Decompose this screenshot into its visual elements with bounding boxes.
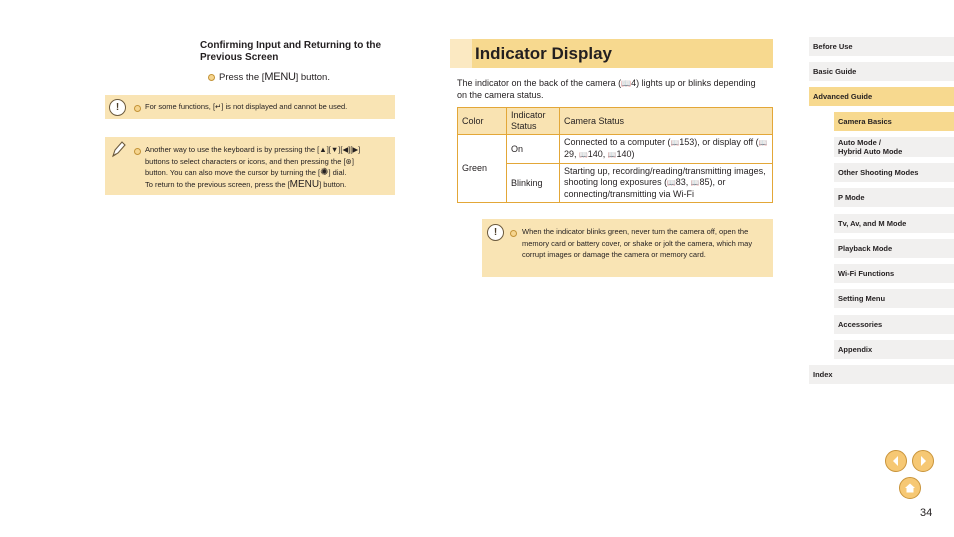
table-header: Indicator Status bbox=[507, 108, 560, 135]
sidebar-item-label: Playback Mode bbox=[838, 244, 893, 253]
sidebar-item-basic-guide[interactable] bbox=[809, 62, 954, 81]
menu-button-label: MENU bbox=[289, 178, 320, 190]
cell-text: 85), or connecting/transmitting via Wi-Fi bbox=[564, 177, 726, 199]
book-icon: 📖 bbox=[670, 140, 680, 147]
home-icon bbox=[904, 482, 916, 494]
table-cell-status: Blinking bbox=[507, 164, 560, 203]
sidebar-item-label: Tv, Av, and M Mode bbox=[838, 219, 907, 228]
exclamation-circle-icon: ! bbox=[109, 99, 126, 116]
sidebar-item-auto-mode[interactable] bbox=[834, 137, 954, 157]
sidebar-item-label: Hybrid Auto Mode bbox=[838, 147, 903, 156]
bullet-icon bbox=[134, 148, 141, 155]
book-icon: 📖 bbox=[621, 79, 632, 88]
sidebar-item-label: Camera Basics bbox=[838, 117, 892, 126]
book-icon: 📖 bbox=[690, 180, 700, 187]
sidebar-item-other-shooting-modes[interactable] bbox=[834, 163, 954, 182]
cell-text: 83, bbox=[675, 177, 691, 187]
sidebar-item-p-mode[interactable] bbox=[834, 188, 954, 207]
bullet-icon bbox=[208, 74, 215, 81]
intro-text-b: 4) lights up or blinks depending on the camera status. bbox=[457, 78, 756, 100]
warning-text: When the indicator blinks green, never turn the camera off, open the memory card or battery cover, or shake or jolt the camera, which may corrupt images or damage the camera or memory card. bbox=[522, 227, 753, 259]
left-arrow-icon bbox=[890, 455, 902, 467]
step-suffix: ] button. bbox=[295, 72, 330, 83]
sidebar-item-label: Accessories bbox=[838, 320, 883, 329]
sidebar-item-before-use[interactable] bbox=[809, 37, 954, 56]
sidebar-item-label: Setting Menu bbox=[838, 294, 886, 303]
menu-button-label: MENU bbox=[264, 71, 296, 83]
sidebar-item-wifi-functions[interactable] bbox=[834, 264, 954, 283]
cell-text: 140) bbox=[616, 149, 635, 159]
table-header-row bbox=[458, 108, 773, 135]
tip-text bbox=[145, 144, 395, 190]
caution-note bbox=[105, 95, 395, 119]
sidebar-item-camera-basics[interactable] bbox=[834, 112, 954, 131]
cell-text: Connected to a computer ( bbox=[564, 137, 671, 147]
pencil-icon bbox=[110, 140, 126, 160]
book-icon: 📖 bbox=[607, 152, 617, 159]
tip-line-2 bbox=[145, 156, 395, 168]
book-icon: 📖 bbox=[579, 152, 588, 159]
indicator-table bbox=[457, 107, 773, 203]
sidebar-item-accessories[interactable] bbox=[834, 315, 954, 334]
caution-text-b: ] is not displayed and cannot be used. bbox=[221, 102, 348, 111]
sidebar-item-label: P Mode bbox=[838, 193, 865, 202]
sidebar-item-label: Wi-Fi Functions bbox=[838, 269, 895, 278]
step-prefix: Press the [ bbox=[219, 72, 265, 83]
step-press-menu bbox=[208, 71, 330, 83]
sidebar-item-advanced-guide[interactable] bbox=[809, 87, 954, 106]
intro-text-a: The indicator on the back of the camera ( bbox=[457, 78, 622, 88]
table-header: Color bbox=[458, 108, 507, 135]
cell-text: 29, bbox=[564, 149, 580, 159]
tip-line-4-end: ] button. bbox=[319, 179, 347, 189]
cell-text: 153), or display off ( bbox=[679, 137, 759, 147]
tip-line-3 bbox=[145, 167, 395, 179]
right-arrow-icon bbox=[917, 455, 929, 467]
sidebar-item-label: Advanced Guide bbox=[813, 92, 873, 101]
step-text bbox=[219, 71, 330, 83]
table-cell-color: Green bbox=[458, 135, 507, 203]
warning-note bbox=[482, 219, 773, 277]
caution-text bbox=[145, 101, 390, 113]
sidebar-item-label: Auto Mode / bbox=[838, 138, 881, 147]
book-icon: 📖 bbox=[758, 140, 768, 147]
enter-key-icon: ↵ bbox=[215, 102, 222, 111]
intro-paragraph bbox=[457, 78, 757, 101]
sidebar-item-label: Basic Guide bbox=[813, 67, 857, 76]
sidebar-item-playback-mode[interactable] bbox=[834, 239, 954, 258]
bullet-icon bbox=[510, 230, 517, 237]
table-cell-camera bbox=[560, 164, 773, 203]
sidebar-item-label: Index bbox=[813, 370, 833, 379]
section-heading: Confirming Input and Returning to the Previous Screen bbox=[200, 40, 382, 63]
page-title: Indicator Display bbox=[475, 44, 612, 63]
next-page-button[interactable] bbox=[912, 450, 934, 472]
cell-text: 140, bbox=[587, 149, 608, 159]
sidebar-item-label: Other Shooting Modes bbox=[838, 168, 919, 177]
sidebar-item-label: Appendix bbox=[838, 345, 873, 354]
sidebar-item-index[interactable] bbox=[809, 365, 954, 384]
table-header: Camera Status bbox=[560, 108, 773, 135]
func-set-icon: ⊛ bbox=[345, 156, 352, 166]
home-button[interactable] bbox=[899, 477, 921, 499]
sidebar-item-tv-av-m-mode[interactable] bbox=[834, 214, 954, 233]
tip-line-3-text: button. You can also move the cursor by turning the [ bbox=[145, 168, 321, 177]
tip-line-3-end: ] dial. bbox=[328, 168, 347, 177]
control-dial-icon: ✺ bbox=[320, 167, 329, 178]
caution-text-a: For some functions, [ bbox=[145, 102, 216, 111]
prev-page-button[interactable] bbox=[885, 450, 907, 472]
tip-line-4-text: To return to the previous screen, press the [ bbox=[145, 179, 290, 189]
sidebar-item-appendix[interactable] bbox=[834, 340, 954, 359]
tip-note bbox=[105, 137, 395, 195]
tip-line-4 bbox=[145, 179, 395, 191]
table-cell-camera bbox=[560, 135, 773, 164]
page-number: 34 bbox=[920, 507, 933, 519]
tip-line-2-end: ] bbox=[351, 156, 354, 166]
book-icon: 📖 bbox=[667, 180, 676, 187]
tip-line-1: Another way to use the keyboard is by pressing the [▲][▼][◀][▶] bbox=[145, 145, 361, 154]
sidebar-item-setting-menu[interactable] bbox=[834, 289, 954, 308]
sidebar-item-label: Before Use bbox=[813, 42, 853, 51]
exclamation-circle-icon: ! bbox=[487, 224, 504, 241]
tip-line-2-text: buttons to select characters or icons, and then pressing the [ bbox=[145, 156, 346, 166]
table-cell-status: On bbox=[507, 135, 560, 164]
table-row bbox=[458, 135, 773, 164]
bullet-icon bbox=[134, 105, 141, 112]
cell-text: Starting up, recording/reading/transmitting images, shooting long exposures ( bbox=[564, 166, 766, 187]
